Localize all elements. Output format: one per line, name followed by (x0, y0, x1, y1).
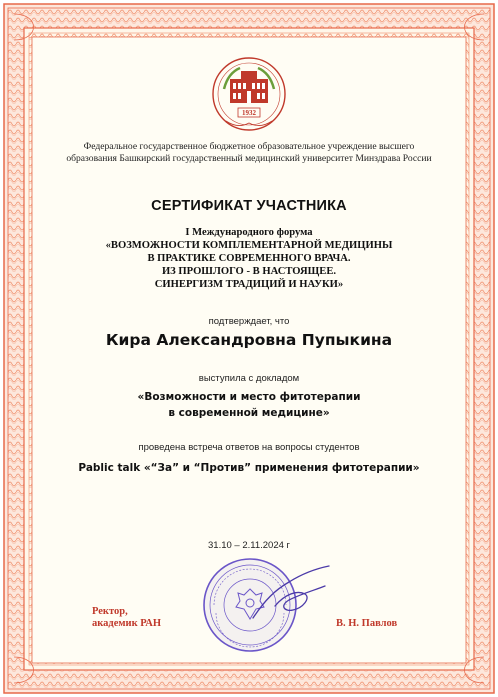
public-talk-title: Pablic talk «“За” и “Против” применения фитотерапии» (78, 462, 420, 474)
certificate-title: СЕРТИФИКАТ УЧАСТНИКА (151, 198, 347, 214)
organization-line-1: Федеральное государственное бюджетное образовательное учреждение высшего (83, 141, 415, 152)
forum-line: ИЗ ПРОШЛОГО - В НАСТОЯЩЕЕ. (161, 266, 337, 277)
rector-title (92, 606, 161, 630)
emblem-year: 1932 (242, 109, 256, 117)
forum-line: «ВОЗМОЖНОСТИ КОМПЛЕМЕНТАРНОЙ МЕДИЦИНЫ (105, 240, 393, 251)
rector-position-line-2: академик РАН (92, 618, 162, 629)
report-title (0, 389, 498, 421)
forum-line: В ПРАКТИКЕ СОВРЕМЕННОГО ВРАЧА. (147, 253, 351, 264)
report-line: в современной медицине» (168, 407, 330, 419)
university-emblem-icon (208, 55, 290, 137)
forum-title (0, 226, 498, 291)
forum-line: I Международного форума (185, 227, 313, 238)
qa-session-text: проведена встреча ответов на вопросы студентов (138, 442, 360, 453)
event-dates: 31.10 – 2.11.2024 г (208, 540, 290, 551)
rector-position-line-1: Ректор, (92, 606, 128, 617)
confirms-text: подтверждает, что (208, 316, 290, 327)
report-line: «Возможности и место фитотерапии (137, 391, 361, 403)
signer-name: В. Н. Павлов (336, 618, 398, 629)
spoke-with-report-text: выступила с докладом (198, 373, 300, 384)
organization-name (0, 141, 498, 165)
participant-name: Кира Александровна Пупыкина (105, 331, 393, 349)
organization-line-2: образования Башкирский государственный медицинский университет Минздрава России (66, 153, 432, 164)
handwritten-signature-icon (245, 560, 335, 630)
forum-line: СИНЕРГИЗМ ТРАДИЦИЙ И НАУКИ» (154, 279, 344, 290)
